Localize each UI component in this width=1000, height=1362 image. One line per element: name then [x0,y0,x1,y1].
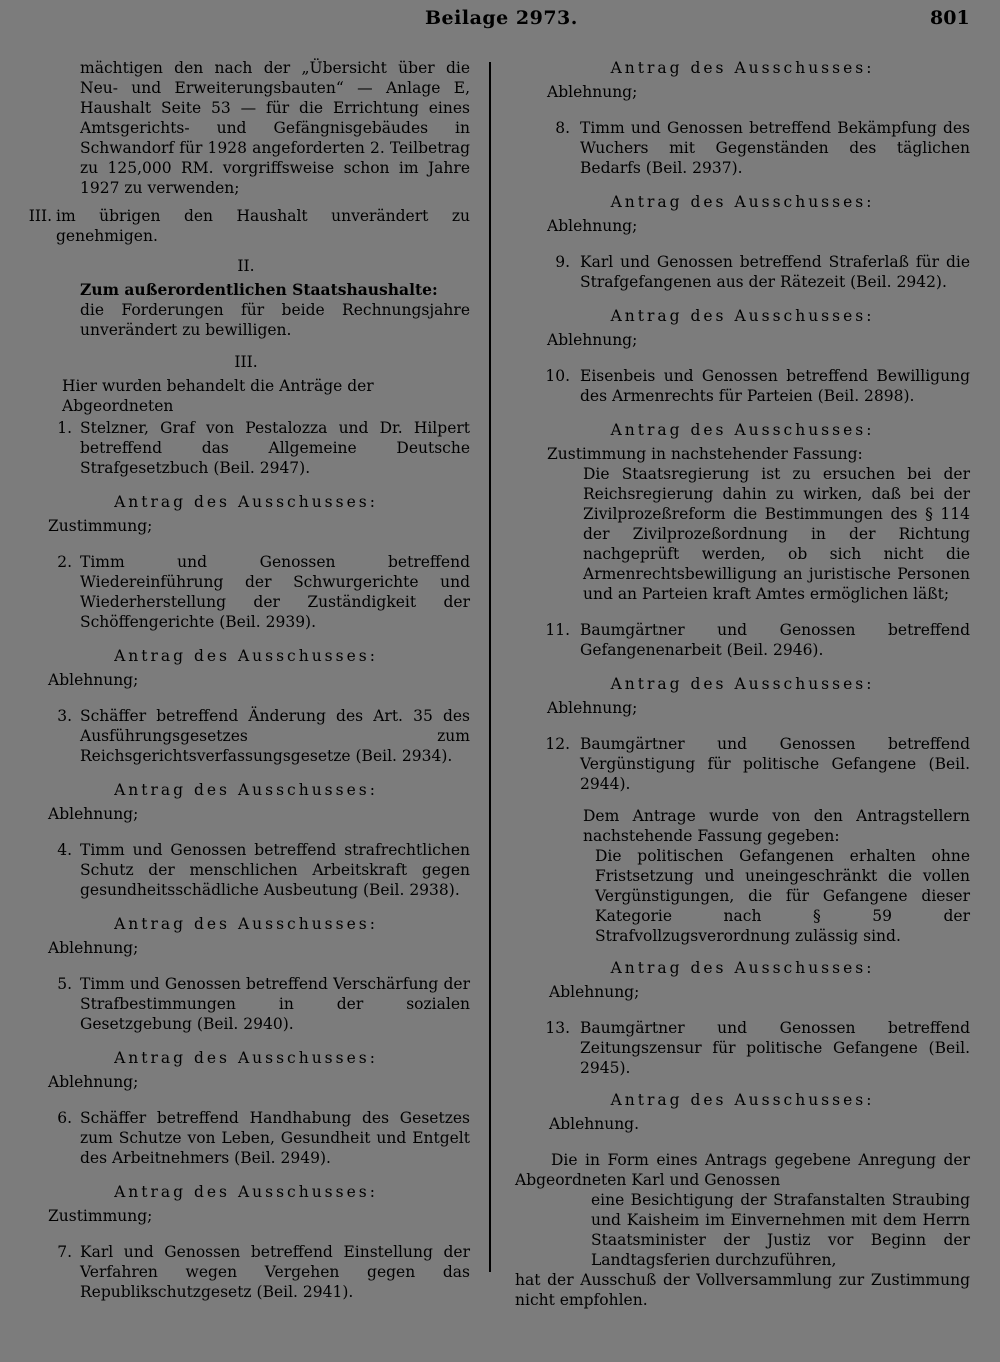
antrag-heading: Antrag des Ausschusses: [610,959,875,977]
antrag-result: Ablehnung; [547,83,638,101]
list-item-text: Timm und Genossen betreffend strafrechtlichen Schutz der menschlichen Arbeitskraft gegen gesundheitsschädliche Ausbeutung (Beil. 2938). [80,841,470,899]
list-item-text: Eisenbeis und Genossen betreffend Bewilligung des Armenrechts für Parteien (Beil. 2898). [580,367,970,405]
antrag-heading: Antrag des Ausschusses: [114,915,378,933]
page-number: 801 [930,7,970,29]
list-item-text: Baumgärtner und Genossen betreffend Gefangenenarbeit (Beil. 2946). [580,621,970,659]
list-item-11 [515,620,970,660]
left-column [22,58,470,1302]
list-item-number: 3. [57,707,72,725]
point-iii [22,206,470,246]
antrag-result: Ablehnung; [48,671,139,689]
point-iii-number: III. [28,207,52,225]
antrag-result: Ablehnung; [549,983,640,1001]
antrag-result: Ablehnung; [547,217,638,235]
antrag-heading: Antrag des Ausschusses: [610,193,875,211]
quoted-resolution: Die Staatsregierung ist zu ersuchen bei der Reichsregierung dahin zu wirken, daß bei der Zivilprozeßreform die Bestimmungen des § 114 der Zivilprozeßordnung in der Richtung nachgeprüft werden, ob sich nicht die Armenrechtsbewilligung an juristische Personen und an Parteien kraft Amtes ermöglichen läßt; [583,465,970,603]
list-item-5 [22,974,470,1034]
list-item-number: 6. [57,1109,72,1127]
closing-intro: Die in Form eines Antrags gegebene Anregung der Abgeordneten Karl und Genossen [515,1151,970,1189]
list-item-text: Baumgärtner und Genossen betreffend Vergünstigung für politische Gefangene (Beil. 2944). [580,735,970,793]
antrag-result: Ablehnung; [48,1073,139,1091]
list-item-text: Timm und Genossen betreffend Bekämpfung des Wuchers mit Gegenständen des täglichen Bedarfs (Beil. 2937). [580,119,970,177]
section-ii-subheading: Zum außerordentlichen Staatshaushalte: [80,280,438,299]
list-item-13 [515,1018,970,1078]
continuation-paragraph: mächtigen den nach der „Übersicht über die Neu- und Erweiterungsbauten“ — Anlage E, Haushalt Seite 53 — für die Errichtung eines Amtsgerichts- und Gefängnisgebäudes in Schwandorf für 1928 angeforderten 2. Teilbetrag zu 125,000 RM. vorgriffsweise schon im Jahre 1927 zu verwenden; [80,59,470,197]
list-item-8 [515,118,970,178]
quoted-amendment: Die politischen Gefangenen erhalten ohne Fristsetzung und uneingeschränkt die vollen Vergünstigungen, die für Gefangene dieser Kategorie nach § 59 der Strafvollzugsverordnung zulässig sind. [595,847,970,945]
antrag-heading: Antrag des Ausschusses: [610,59,875,77]
list-item-2 [22,552,470,632]
list-item-text: Timm und Genossen betreffend Verschärfung der Strafbestimmungen in der sozialen Gesetzgebung (Beil. 2940). [80,975,470,1033]
list-item-text: Schäffer betreffend Handhabung des Gesetzes zum Schutze von Leben, Gesundheit und Entgelt des Arbeitnehmers (Beil. 2949). [80,1109,470,1167]
list-item-text: Karl und Genossen betreffend Straferlaß für die Strafgefangenen aus der Rätezeit (Beil. 2942). [580,253,970,291]
point-iii-text: im übrigen den Haushalt unverändert zu genehmigen. [56,207,470,245]
list-item-number: 5. [57,975,72,993]
antrag-result: Ablehnung. [549,1115,640,1133]
column-divider [489,62,491,1272]
antrag-heading: Antrag des Ausschusses: [610,307,875,325]
list-item-9 [515,252,970,292]
list-item-text: Timm und Genossen betreffend Wiedereinführung der Schwurgerichte und Wiederherstellung der Zuständigkeit der Schöffengerichte (Beil. 2939). [80,553,470,631]
list-item-number: 7. [57,1243,72,1261]
list-item-number: 8. [555,119,570,137]
list-item-number: 4. [57,841,72,859]
list-item-number: 11. [545,621,570,639]
list-item-text: Stelzner, Graf von Pestalozza und Dr. Hilpert betreffend das Allgemeine Deutsche Strafgesetzbuch (Beil. 2947). [80,419,470,477]
right-column [515,58,970,1310]
antrag-result: Ablehnung; [48,805,139,823]
antrag-result: Zustimmung in nachstehender Fassung: [547,445,863,463]
section-iii-heading: III. [234,353,258,371]
list-item-4 [22,840,470,900]
list-item-7 [22,1242,470,1302]
list-item-number: 2. [57,553,72,571]
list-item-12 [515,734,970,794]
antrag-heading: Antrag des Ausschusses: [114,647,378,665]
list-item-text: Baumgärtner und Genossen betreffend Zeitungszensur für politische Gefangene (Beil. 2945). [580,1019,970,1077]
antrag-result: Ablehnung; [547,699,638,717]
antrag-result: Ablehnung; [48,939,139,957]
antrag-result: Zustimmung; [48,517,153,535]
page-header-title: Beilage 2973. [425,7,578,29]
closing-quote: eine Besichtigung der Strafanstalten Straubing und Kaisheim im Einvernehmen mit dem Herrn Staatsminister der Justiz vor Beginn der Landtagsferien durchzuführen, [591,1191,970,1269]
antrag-heading: Antrag des Ausschusses: [114,1183,378,1201]
antrag-heading: Antrag des Ausschusses: [114,493,378,511]
list-item-number: 9. [555,253,570,271]
list-item-number: 10. [545,367,570,385]
list-item-number: 1. [57,419,72,437]
antrag-heading: Antrag des Ausschusses: [610,421,875,439]
list-item-3 [22,706,470,766]
antrag-result: Ablehnung; [547,331,638,349]
list-item-1 [22,418,470,478]
antrag-heading: Antrag des Ausschusses: [610,1091,875,1109]
antrag-heading: Antrag des Ausschusses: [114,1049,378,1067]
section-iii-intro: Hier wurden behandelt die Anträge der Abgeordneten [62,377,374,415]
list-item-text: Schäffer betreffend Änderung des Art. 35 des Ausführungsgesetzes zum Reichsgerichtsverfassungsgesetze (Beil. 2934). [80,707,470,765]
antrag-result: Zustimmung; [48,1207,153,1225]
amendment-note: Dem Antrage wurde von den Antragstellern nachstehende Fassung gegeben: [583,807,970,845]
antrag-heading: Antrag des Ausschusses: [114,781,378,799]
list-item-6 [22,1108,470,1168]
section-ii-heading: II. [237,257,255,275]
antrag-heading: Antrag des Ausschusses: [610,675,875,693]
list-item-number: 13. [545,1019,570,1037]
list-item-text: Karl und Genossen betreffend Einstellung der Verfahren wegen Vergehen gegen das Republikschutzgesetz (Beil. 2941). [80,1243,470,1301]
closing-conclusion: hat der Ausschuß der Vollversammlung zur Zustimmung nicht empfohlen. [515,1271,970,1309]
section-ii-text: die Forderungen für beide Rechnungsjahre unverändert zu bewilligen. [80,301,470,339]
list-item-number: 12. [545,735,570,753]
list-item-10 [515,366,970,406]
